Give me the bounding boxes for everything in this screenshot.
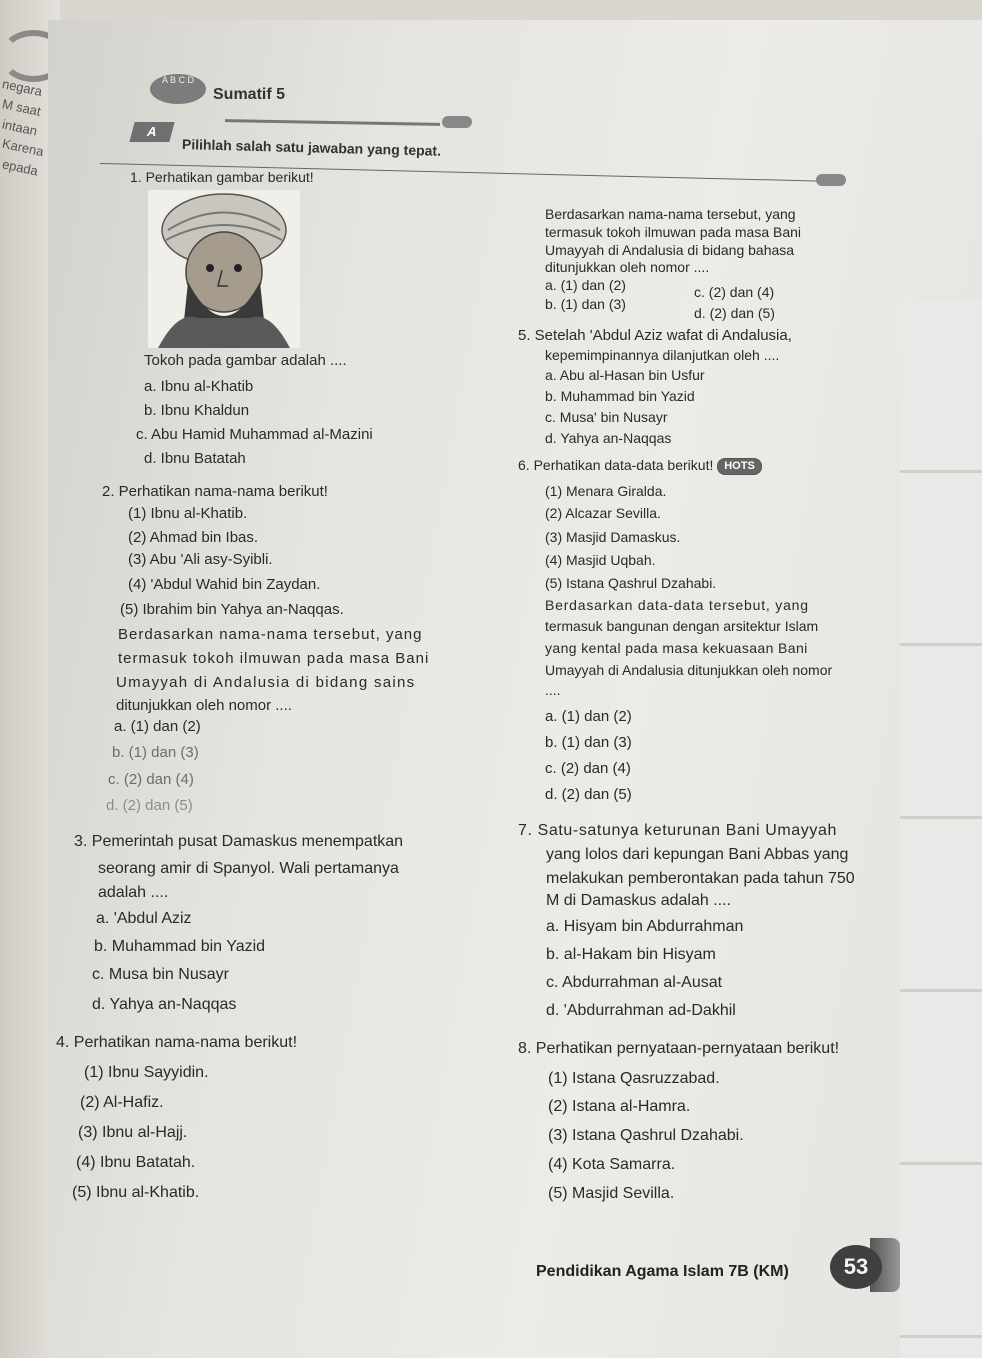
q6-item-5: (5) Istana Qashrul Dzahabi. bbox=[545, 575, 717, 591]
portrait-illustration bbox=[148, 190, 300, 348]
question-4: 4. Perhatikan nama-nama berikut! bbox=[56, 1034, 298, 1051]
q4-item-3: (3) Ibnu al-Hajj. bbox=[78, 1124, 188, 1141]
q6-option-b: b. (1) dan (3) bbox=[545, 734, 632, 751]
book-title: Pendidikan Agama Islam 7B (KM) bbox=[536, 1263, 789, 1280]
q2-stem-line: termasuk tokoh ilmuwan pada masa Bani bbox=[118, 650, 430, 667]
sumatif-badge-icon: A B C D bbox=[150, 74, 206, 104]
q6-item-1: (1) Menara Giralda. bbox=[545, 483, 667, 499]
q1-option-c: c. Abu Hamid Muhammad al-Mazini bbox=[136, 426, 373, 443]
q4-item-2: (2) Al-Hafiz. bbox=[80, 1094, 164, 1111]
q4-item-1: (1) Ibnu Sayyidin. bbox=[84, 1064, 209, 1081]
q8-item-2: (2) Istana al-Hamra. bbox=[548, 1098, 691, 1115]
q-bahasa-option-c: c. (2) dan (4) bbox=[694, 284, 775, 300]
q6-stem-line: termasuk bangunan dengan arsitektur Islam bbox=[545, 618, 819, 634]
prev-page-word: M saat bbox=[0, 96, 43, 119]
q8-item-4: (4) Kota Samarra. bbox=[548, 1156, 676, 1173]
hots-badge: HOTS bbox=[717, 458, 762, 475]
q2-item-1: (1) Ibnu al-Khatib. bbox=[128, 505, 248, 522]
q2-item-5: (5) Ibrahim bin Yahya an-Naqqas. bbox=[120, 601, 344, 618]
question-8: 8. Perhatikan pernyataan-pernyataan berikut! bbox=[518, 1040, 840, 1057]
q3-stem-line: adalah .... bbox=[98, 884, 169, 901]
question-2: 2. Perhatikan nama-nama berikut! bbox=[102, 483, 328, 500]
question-7: 7. Satu-satunya keturunan Bani Umayyah bbox=[518, 822, 837, 839]
q3-stem-line: seorang amir di Spanyol. Wali pertamanya bbox=[98, 860, 399, 877]
q5-option-b: b. Muhammad bin Yazid bbox=[545, 388, 695, 404]
q3-option-b: b. Muhammad bin Yazid bbox=[94, 938, 266, 955]
prev-page-word: epada bbox=[0, 156, 40, 179]
page-number: 53 bbox=[830, 1245, 882, 1289]
q8-item-5: (5) Masjid Sevilla. bbox=[548, 1185, 675, 1202]
q5-option-d: d. Yahya an-Naqqas bbox=[545, 430, 672, 446]
header-pill-icon bbox=[442, 116, 472, 128]
q2-option-b: b. (1) dan (3) bbox=[112, 744, 199, 761]
q5-option-a: a. Abu al-Hasan bin Usfur bbox=[545, 367, 705, 383]
question-1-stem: Tokoh pada gambar adalah .... bbox=[144, 352, 347, 369]
q7-option-c: c. Abdurrahman al-Ausat bbox=[546, 974, 723, 991]
q4-item-5: (5) Ibnu al-Khatib. bbox=[72, 1184, 200, 1201]
q6-option-c: c. (2) dan (4) bbox=[545, 760, 631, 777]
q6-stem-line: Umayyah di Andalusia ditunjukkan oleh nomor bbox=[545, 662, 833, 678]
section-letter-badge: A bbox=[129, 122, 174, 142]
q4-item-4: (4) Ibnu Batatah. bbox=[76, 1154, 196, 1171]
q6-item-3: (3) Masjid Damaskus. bbox=[545, 529, 681, 545]
question-5: 5. Setelah 'Abdul Aziz wafat di Andalusia, bbox=[518, 327, 792, 344]
question-6 bbox=[518, 457, 762, 475]
q7-option-b: b. al-Hakam bin Hisyam bbox=[546, 946, 716, 963]
q6-item-4: (4) Masjid Uqbah. bbox=[545, 552, 656, 568]
q8-item-1: (1) Istana Qasruzzabad. bbox=[548, 1070, 720, 1087]
q6-option-a: a. (1) dan (2) bbox=[545, 708, 632, 725]
q-bahasa-option-b: b. (1) dan (3) bbox=[545, 296, 626, 312]
q7-option-d: d. 'Abdurrahman ad-Dakhil bbox=[546, 1002, 736, 1019]
q2-option-d: d. (2) dan (5) bbox=[106, 797, 193, 814]
q3-option-c: c. Musa bin Nusayr bbox=[92, 966, 229, 983]
q2-item-2: (2) Ahmad bin Ibas. bbox=[128, 529, 259, 546]
q1-option-a: a. Ibnu al-Khatib bbox=[144, 378, 254, 395]
q2-stem-line: ditunjukkan oleh nomor .... bbox=[116, 697, 292, 714]
q7-stem-line: melakukan pemberontakan pada tahun 750 bbox=[546, 870, 855, 887]
q1-stem-line: termasuk tokoh ilmuwan pada masa Bani bbox=[545, 224, 802, 240]
prev-page-word: negara bbox=[0, 75, 44, 100]
q1-stem-line: ditunjukkan oleh nomor .... bbox=[545, 259, 710, 275]
q-bahasa-option-d: d. (2) dan (5) bbox=[694, 305, 775, 321]
q6-stem-line: yang kental pada masa kekuasaan Bani bbox=[545, 640, 808, 656]
q-bahasa-option-a: a. (1) dan (2) bbox=[545, 277, 626, 293]
q2-stem-line: Berdasarkan nama-nama tersebut, yang bbox=[118, 626, 423, 643]
q3-option-d: d. Yahya an-Naqqas bbox=[92, 996, 237, 1013]
instruction-text: Pilihlah salah satu jawaban yang tepat. bbox=[181, 136, 442, 159]
q6-item-2: (2) Alcazar Sevilla. bbox=[545, 505, 661, 521]
right-header-pill-icon bbox=[816, 174, 846, 186]
q1-option-b: b. Ibnu Khaldun bbox=[144, 402, 250, 419]
question-6-text: 6. Perhatikan data-data berikut! bbox=[518, 457, 714, 473]
question-1: 1. Perhatikan gambar berikut! bbox=[130, 169, 314, 185]
q2-item-3: (3) Abu 'Ali asy-Syibli. bbox=[128, 551, 273, 568]
q5-option-c: c. Musa' bin Nusayr bbox=[545, 409, 668, 425]
section-title: Sumatif 5 bbox=[213, 86, 286, 103]
background-tiles bbox=[900, 300, 982, 1358]
q8-item-3: (3) Istana Qashrul Dzahabi. bbox=[548, 1127, 744, 1144]
q1-option-d: d. Ibnu Batatah bbox=[144, 450, 246, 467]
prev-page-word: Karena bbox=[0, 135, 46, 160]
q2-item-4: (4) 'Abdul Wahid bin Zaydan. bbox=[128, 576, 321, 593]
q3-option-a: a. 'Abdul Aziz bbox=[96, 910, 192, 927]
q2-option-a: a. (1) dan (2) bbox=[114, 718, 201, 735]
prev-page-word: intaan bbox=[0, 116, 39, 139]
q2-stem-line: Umayyah di Andalusia di bidang sains bbox=[116, 674, 416, 691]
q7-stem-line: M di Damaskus adalah .... bbox=[546, 892, 731, 909]
q6-option-d: d. (2) dan (5) bbox=[545, 786, 632, 803]
q2-option-c: c. (2) dan (4) bbox=[108, 771, 194, 788]
q1-stem-line: Umayyah di Andalusia di bidang bahasa bbox=[545, 242, 795, 258]
q6-stem-line: .... bbox=[545, 682, 561, 698]
q1-stem-line: Berdasarkan nama-nama tersebut, yang bbox=[545, 206, 796, 222]
q5-stem-line: kepemimpinannya dilanjutkan oleh .... bbox=[545, 347, 780, 363]
q7-stem-line: yang lolos dari kepungan Bani Abbas yang bbox=[546, 846, 849, 863]
q7-option-a: a. Hisyam bin Abdurrahman bbox=[546, 918, 744, 935]
question-3: 3. Pemerintah pusat Damaskus menempatkan bbox=[74, 833, 404, 850]
q6-stem-line: Berdasarkan data-data tersebut, yang bbox=[545, 597, 809, 613]
